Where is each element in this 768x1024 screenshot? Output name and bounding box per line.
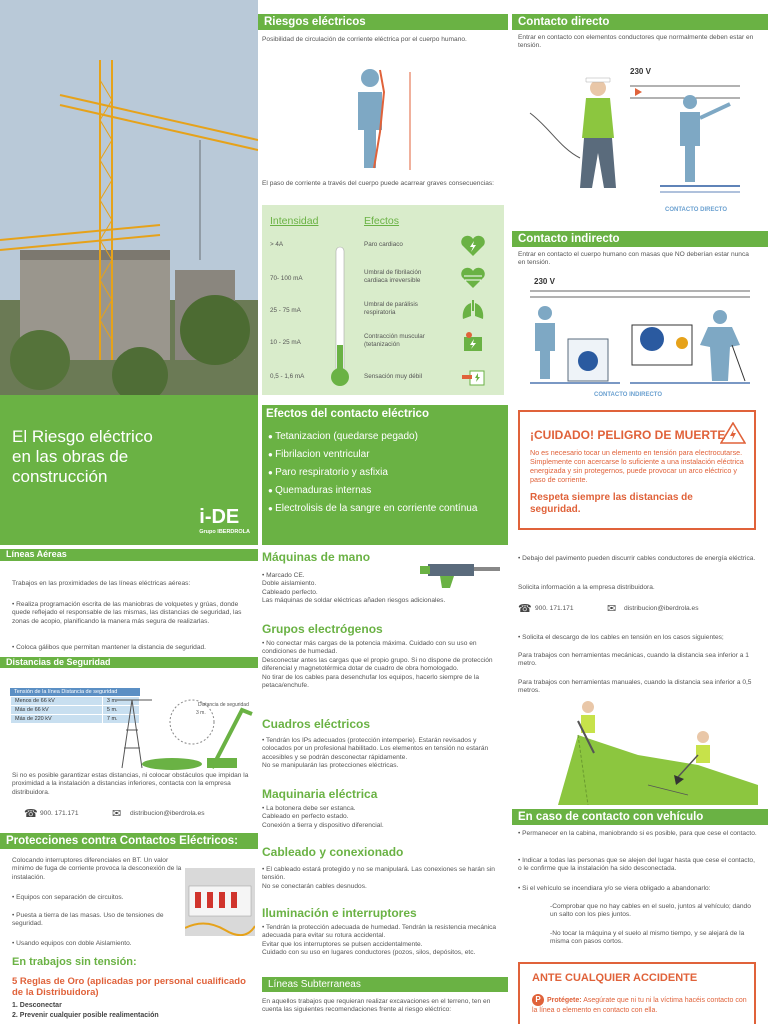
vehiculo-p4: -Comprobar que no hay cables en el suelo, juntos al vehículo; dando un salto con los pies juntos. (550, 903, 751, 919)
vehiculo-p3: • Si el vehículo se incendiara y/o se viera obligado a abandonarlo: (518, 885, 711, 892)
dist-value: 3 m. (196, 710, 206, 716)
riesgos-paso: El paso de corriente a través del cuerpo puede acarrear graves consecuencias: (262, 180, 495, 187)
indirecto-text: Entrar en contacto el cuerpo humano con masas que NO deberían estar nunca en tensión. (518, 251, 749, 267)
danger-title: ¡CUIDADO! PELIGRO DE MUERTE (530, 428, 726, 442)
efecto-item: ● Tetanizacion (quedarse pegado) (268, 431, 508, 442)
protecciones-p2: • Equipos con separación de circuitos. (12, 894, 124, 901)
cover-photo (0, 0, 258, 395)
crane-illustration (0, 0, 258, 395)
efecto-item: ● Electrolisis de la sangre en corriente contínua (268, 503, 508, 514)
col4-p3: • Solicita el descargo de los cables en tensión en los casos siguientes; (518, 634, 724, 641)
efecto-3: Contracción muscular (tetanización (364, 333, 425, 348)
lineas-intro: Trabajos en las proximidades de las líneas eléctricas aéreas: (12, 580, 191, 587)
cuadros-title: Cuadros eléctricos (262, 717, 371, 731)
cableado-title: Cableado y conexionado (262, 845, 404, 859)
protecciones-title: Protecciones contra Contactos Eléctricos: (0, 833, 258, 849)
phone-icon: ☎ (24, 808, 38, 820)
excavation-illustration (518, 695, 758, 805)
ide-logo: i-DE Grupo IBERDROLA (199, 506, 250, 535)
protecciones-p4: • Usando equipos con doble Aislamiento. (12, 940, 132, 947)
directo-caption: CONTACTO DIRECTO (665, 207, 728, 213)
cover-title: El Riesgo eléctrico en las obras de construcción (12, 427, 153, 486)
heart-bolt-icon (460, 235, 486, 257)
col4-p5: Para trabajos con herramientas manuales, cuando la distancia sea inferior a 0,5 metros. (518, 679, 752, 695)
table-cell: Más de 66 kV (11, 706, 103, 715)
indirecto-voltage: 230 V (534, 277, 555, 286)
efectos-title: Efectos del contacto eléctrico (266, 408, 429, 420)
lineas-p2: • Coloca gálibos que permitan mantener la distancia de seguridad. (12, 644, 207, 651)
lineas-email[interactable]: distribucion@iberdrola.es (130, 810, 205, 817)
breaker-panel-illustration (185, 868, 255, 936)
cableado-text: • El cableado estará protegido y no se manipulará. Las conexiones se harán sin tensión. No se conectarán cables desnudos. (262, 866, 495, 890)
directo-title: Contacto directo (512, 14, 768, 30)
col4-p1: • Debajo del pavimento pueden discurrir cables conductores de energía eléctrica. (518, 555, 756, 562)
efecto-item: ● Quemaduras internas (268, 485, 508, 496)
efecto-1: Umbral de fibrilación cardiaca irreversible (364, 269, 422, 284)
danger-respeta: Respeta siempre las distancias de seguridad. (530, 492, 693, 515)
col4-p4: Para trabajos con herramientas mecánicas, cuando la distancia sea inferior a 1 metro. (518, 652, 749, 668)
heart-fibrillation-icon (460, 267, 486, 289)
human-current-icon (340, 62, 430, 172)
accident-desc: Asegúrate que ni tu ni la víctima hacéis contacto con la línea o elemento en contacto con ella. (532, 997, 747, 1014)
hand-sensation-icon (460, 365, 486, 387)
cuadros-text: • Tendrán los IPs adecuados (protección intemperie). Estarán revisados y colocados por un profesional habilitado. Los elementos en tensión no estarán accesibles y se podrán desconectar rápidamente. No se manipularán las protecciones eléctricas. (262, 737, 489, 770)
direct-contact-illustration (520, 58, 760, 218)
table-cell: 3 m. (102, 697, 139, 706)
lineas-phone[interactable]: 900. 171.171 (40, 810, 79, 817)
lineas-p3: Si no es posible garantizar estas distancias, ni colocar obstáculos que impidan la proximidad a la instalación a distancias inferiores, contacta con la empresa distribuidora. (12, 772, 249, 796)
grupos-title: Grupos electrógenos (262, 622, 383, 636)
maquinas-title: Máquinas de mano (262, 550, 371, 564)
vehiculo-p2: • Indicar a todas las personas que se alejen del lugar hasta que cese el contacto, o le confirme que la instalación ha sido desconectada. (518, 857, 755, 873)
col4-p2: Solicita información a la empresa distribuidora. (518, 584, 655, 591)
indirecto-title: Contacto indirecto (512, 231, 768, 247)
mail-icon: ✉ (607, 603, 617, 615)
sin-tension-subtitle: 5 Reglas de Oro (aplicadas por personal cualificado de la Distribuidora) (12, 976, 246, 998)
efectos-box (262, 405, 508, 545)
sin-tension-title: En trabajos sin tensión: (12, 956, 137, 968)
distancias-title: Distancias de Seguridad (0, 657, 258, 668)
efecto-2: Umbral de parálisis respiratoria (364, 301, 418, 316)
table-cell: Más de 220 kV (11, 715, 103, 724)
subterraneas-title: Líneas Subterraneas (262, 977, 508, 992)
efecto-item: ● Paro respiratorio y asfixia (268, 467, 508, 478)
accident-text (532, 994, 752, 1015)
intensidad-4: 0,5 - 1,6 mA (270, 373, 305, 380)
intensidad-2: 25 - 75 mA (270, 307, 301, 314)
intensity-table (262, 205, 504, 395)
danger-box (518, 410, 756, 530)
directo-voltage: 230 V (630, 67, 651, 76)
lungs-icon (460, 299, 486, 321)
table-cell: 5 m. (102, 706, 139, 715)
warning-icon (720, 422, 746, 444)
protecciones-p1: Colocando interruptores diferenciales en BT. Un valor mínimo de fuga de corriente provoca la desconexión de la instalación. (12, 857, 182, 881)
efecto-4: Sensación muy débil (364, 373, 423, 380)
dist-label: Distancia de seguridad (198, 702, 249, 708)
accident-box (518, 962, 756, 1024)
vehiculo-p1: • Permanecer en la cabina, maniobrando si es posible, para que cese el contacto. (518, 830, 757, 837)
efectos-list (262, 431, 508, 514)
regla-1: 1. Desconectar (12, 1002, 62, 1009)
table-cell: Menos de 66 kV (11, 697, 103, 706)
vehiculo-p5: -No tocar la máquina y el suelo al mismo tiempo, y se alejará de la misma con pasos cortos. (550, 930, 745, 946)
lineas-title: Líneas Aéreas (0, 549, 258, 561)
regla-2: 2. Prevenir cualquier posible realimentación (12, 1012, 159, 1019)
efecto-item: ● Fibrilacion ventricular (268, 449, 508, 460)
indirecto-caption: CONTACTO INDIRECTO (594, 392, 663, 398)
intensidad-3: 10 - 25 mA (270, 339, 301, 346)
col-efectos: Efectos (364, 215, 400, 227)
muscle-contraction-icon (460, 331, 486, 353)
cover-title-block (0, 395, 258, 545)
intensidad-0: > 4A (270, 241, 284, 248)
distance-table-head: Tensión de la línea Distancia de seguridad (10, 688, 140, 696)
grupos-text: • No conectar más cargas de la potencia máxima. Cuidado con su uso en condiciones de humedad. Desconectar antes las cargas que el propio grupo. Si no dispone de protección diferencial y magnetotérmica dotar de cuadro de obra homologado. No tirar de los cables para desenchufar los equipos, hacerlo siempre de la petaca/enchufe. (262, 640, 493, 690)
iluminacion-title: Iluminación e interruptores (262, 906, 417, 920)
maquinas-text: • Marcado CE. Doble aislamiento. Cableado perfecto. Las máquinas de soldar eléctricas añaden riesgos adicionales. (262, 572, 446, 605)
col-intensidad: Intensidad (270, 215, 319, 227)
thermometer-icon (328, 245, 352, 390)
accident-letter: P (532, 994, 544, 1006)
vehiculo-title: En caso de contacto con vehículo (512, 809, 768, 825)
riesgos-intro: Posibilidad de circulación de corriente eléctrica por el cuerpo humano. (262, 36, 467, 43)
indirect-contact-illustration (520, 285, 760, 390)
efecto-0: Paro cardiaco (364, 241, 403, 248)
protecciones-p3: • Puesta a tierra de las masas. Uso de tensiones de seguridad. (12, 912, 164, 928)
col4-email[interactable]: distribucion@iberdrola.es (624, 605, 699, 612)
phone-icon: ☎ (518, 603, 532, 615)
intensidad-1: 70- 100 mA (270, 275, 303, 282)
mail-icon: ✉ (112, 808, 122, 820)
table-cell: 7 m. (102, 715, 139, 724)
col4-phone[interactable]: 900. 171.171 (535, 605, 574, 612)
accident-bold: Protégete: (547, 997, 582, 1004)
subterraneas-text: En aquellos trabajos que requieran realizar excavaciones en el terreno, ten en cuenta las siguientes recomendaciones frente al riesgo eléctrico: (262, 998, 491, 1014)
accident-title: ANTE CUALQUIER ACCIDENTE (532, 972, 698, 984)
directo-text: Entrar en contacto con elementos conductores que normalmente deben estar en tensión. (518, 34, 754, 50)
riesgos-title: Riesgos eléctricos (258, 14, 508, 30)
drill-icon (420, 556, 504, 588)
lineas-p1: • Realiza programación escrita de las maniobras de volquetes y grúas, donde quede reflejado el responsable de las mismas, las distancias de seguridad, las zonas de acopio, planificando la manera más segura de realizarlas. (12, 601, 242, 625)
iluminacion-text: • Tendrán la protección adecuada de humedad. Tendrán la resistencia mecánica adecuada para evitar su rotura accidental. Evitar que los interruptores se pulsen accidentalmente. Cuidado con su uso en lugares conductores (pozos, silos, depósitos, etc. (262, 924, 497, 957)
maquinaria-title: Maquinaria eléctrica (262, 787, 378, 801)
danger-text: No es necesario tocar un elemento en tensión para electrocutarse. Simplemente con acercarse lo suficiente a una instalación eléctrica energizada y sin protegernos, puede provocar un arco eléctrico y paso de corriente. (530, 448, 744, 484)
maquinaria-text: • La botonera debe ser estanca. Cableado en perfecto estado. Conexión a tierra y dispositivo diferencial. (262, 805, 384, 829)
